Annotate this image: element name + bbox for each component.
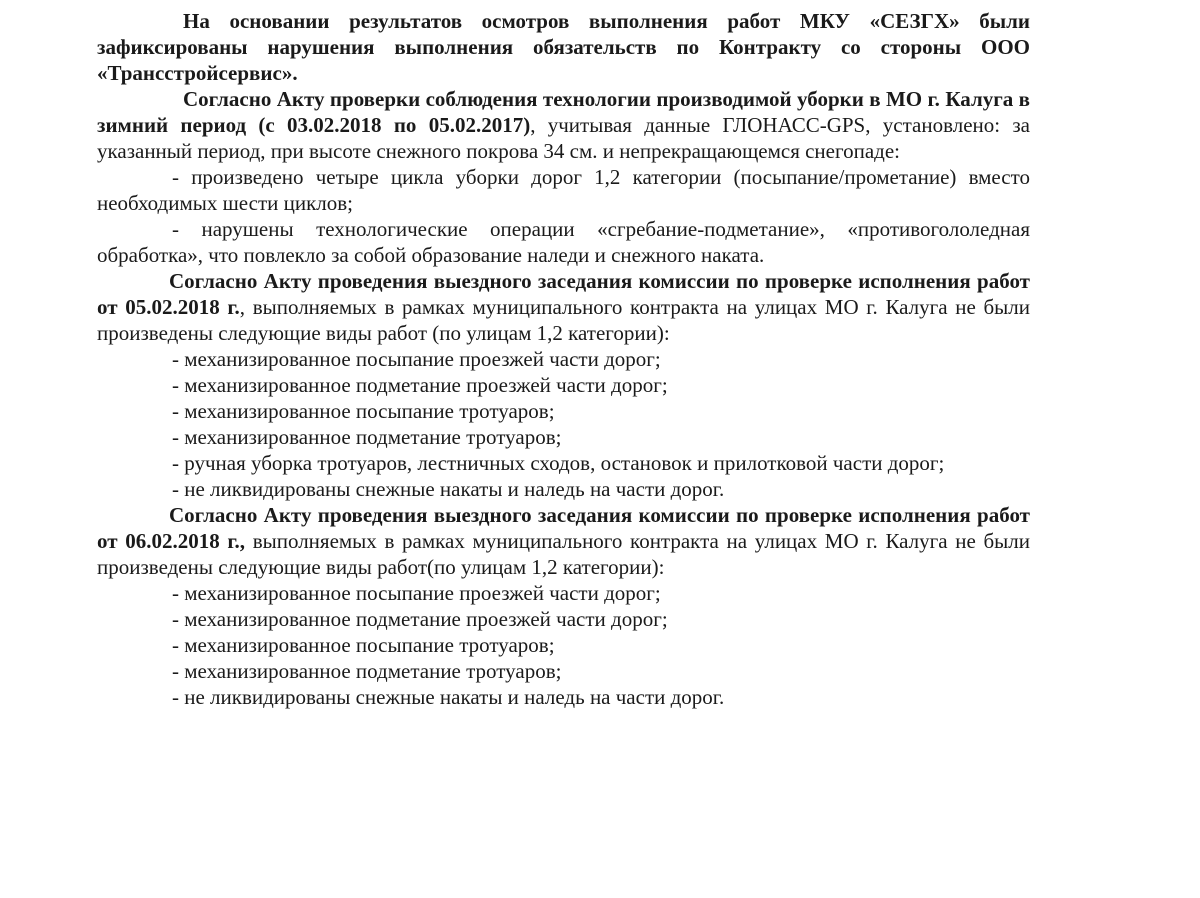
list-item: - не ликвидированы снежные накаты и наледь на части дорог. xyxy=(172,685,725,709)
paragraph-act-3 xyxy=(97,502,1030,580)
paragraph-intro: На основании результатов осмотров выполнения работ МКУ «СЕЗГХ» были зафиксированы нарушения выполнения обязательств по Контракту со стороны ООО «Трансстройсервис». xyxy=(97,9,1030,85)
list-item: - механизированное подметание тротуаров; xyxy=(172,425,562,449)
list-item: - механизированное посыпание проезжей части дорог; xyxy=(172,347,661,371)
paragraph-act-1-bold: Согласно Акту проверки соблюдения технологии производимой уборки в МО г. Калуга в зимний период (с 03.02.2018 по 05.02.2017) xyxy=(97,87,1030,137)
list-item: - ручная уборка тротуаров, лестничных сходов, остановок и прилотковой части дорог; xyxy=(172,451,945,475)
paragraph-act-1 xyxy=(97,86,1030,164)
paragraph-act-2-bold: Согласно Акту проведения выездного заседания комиссии по проверке исполнения работ от 05.02.2018 г. xyxy=(97,269,1030,319)
list-item: - нарушены технологические операции «сгребание-подметание», «противогололедная обработка», что повлекло за собой образование наледи и снежного наката. xyxy=(97,217,1030,267)
paragraph-act-2-text: , выполняемых в рамках муниципального контракта на улицах МО г. Калуга не были произведены следующие виды работ (по улицам 1,2 категории): xyxy=(97,295,1030,345)
list-item: - механизированное посыпание тротуаров; xyxy=(172,399,555,423)
list-item: - механизированное посыпание проезжей части дорог; xyxy=(172,581,661,605)
paragraph-act-2 xyxy=(97,268,1030,346)
list-item: - произведено четыре цикла уборки дорог 1,2 категории (посыпание/прометание) вместо необходимых шести циклов; xyxy=(97,165,1030,215)
list-item: - не ликвидированы снежные накаты и наледь на части дорог. xyxy=(172,477,725,501)
list-item: - механизированное подметание тротуаров; xyxy=(172,659,562,683)
list-item: - механизированное подметание проезжей части дорог; xyxy=(172,373,668,397)
paragraph-act-1-text: , учитывая данные ГЛОНАСС-GPS, установлено: за указанный период, при высоте снежного покрова 34 см. и непрекращающемся снегопаде: xyxy=(97,113,1030,163)
list-item: - механизированное посыпание тротуаров; xyxy=(172,633,555,657)
list-item: - механизированное подметание проезжей части дорог; xyxy=(172,607,668,631)
paragraph-act-3-bold: Согласно Акту проведения выездного заседания комиссии по проверке исполнения работ от 06.02.2018 г., xyxy=(97,503,1030,553)
paragraph-act-3-text: выполняемых в рамках муниципального контракта на улицах МО г. Калуга не были произведены следующие виды работ(по улицам 1,2 категории): xyxy=(97,529,1030,579)
